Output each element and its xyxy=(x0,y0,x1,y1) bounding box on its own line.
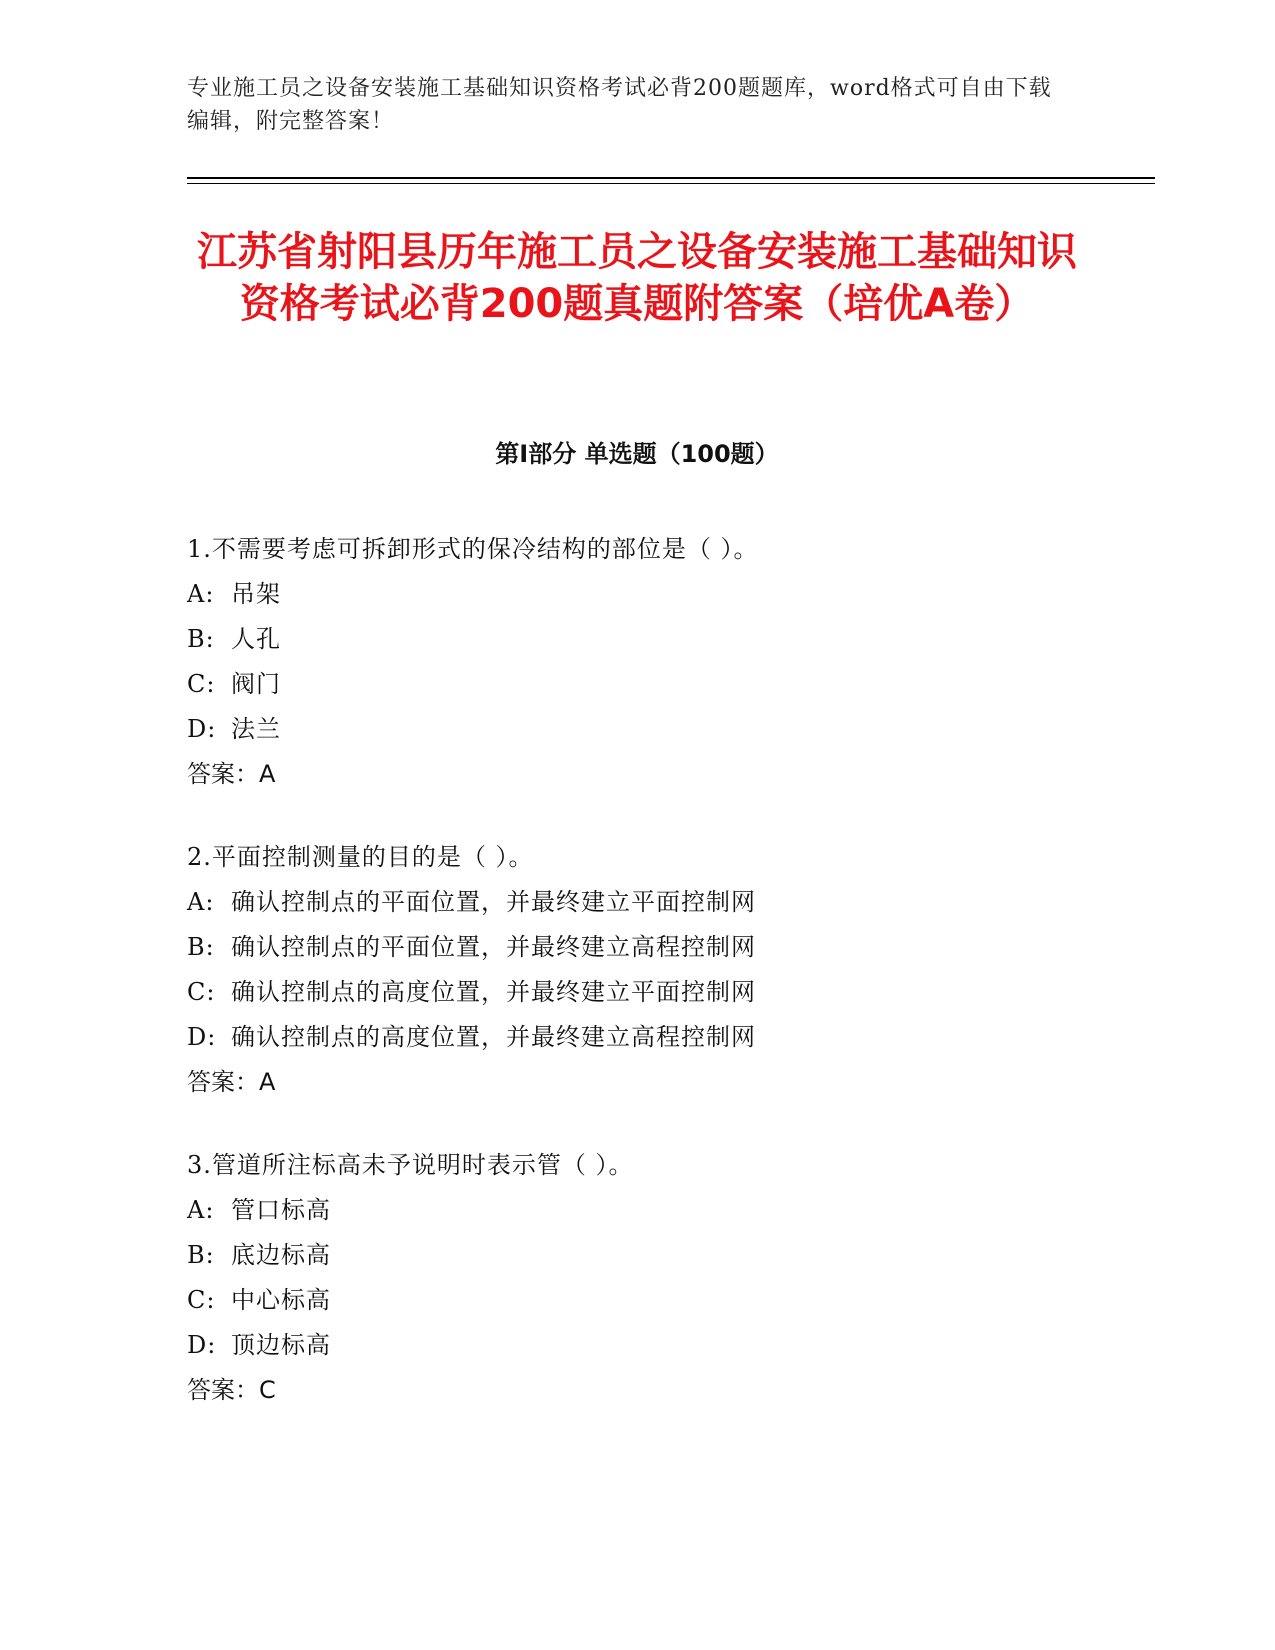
option-d xyxy=(187,707,1127,752)
option-a xyxy=(187,1188,1127,1233)
option-c xyxy=(187,1278,1127,1323)
option-text: 确认控制点的高度位置，并最终建立平面控制网 xyxy=(231,978,756,1006)
option-text: 法兰 xyxy=(231,715,281,743)
option-text: 底边标高 xyxy=(231,1241,331,1269)
option-letter: A: xyxy=(187,1196,215,1224)
option-letter: B: xyxy=(187,1241,215,1269)
option-letter: B: xyxy=(187,625,215,653)
option-letter: C: xyxy=(187,1286,216,1314)
option-letter: C: xyxy=(187,670,216,698)
question-stem: 2.平面控制测量的目的是（ ）。 xyxy=(187,843,534,871)
option-letter: D: xyxy=(187,715,217,743)
question-stem: 1.不需要考虑可拆卸形式的保冷结构的部位是（ ）。 xyxy=(187,535,759,563)
option-text: 中心标高 xyxy=(231,1286,331,1314)
question-1 xyxy=(187,527,1127,797)
header-note: 专业施工员之设备安装施工基础知识资格考试必背200题题库，word格式可自由下载编辑，附完整答案！ xyxy=(187,76,1052,134)
option-text: 确认控制点的平面位置，并最终建立高程控制网 xyxy=(231,933,756,961)
header-divider-thin xyxy=(187,183,1155,184)
option-c xyxy=(187,970,1127,1015)
option-a xyxy=(187,572,1127,617)
document-title: 江苏省射阳县历年施工员之设备安装施工基础知识资格考试必背200题真题附答案（培优A卷） xyxy=(197,229,1077,327)
option-text: 确认控制点的平面位置，并最终建立平面控制网 xyxy=(231,888,756,916)
option-a xyxy=(187,880,1127,925)
option-d xyxy=(187,1015,1127,1060)
option-letter: D: xyxy=(187,1023,217,1051)
question-stem: 3.管道所注标高未予说明时表示管（ ）。 xyxy=(187,1151,634,1179)
option-b xyxy=(187,617,1127,662)
option-b xyxy=(187,1233,1127,1278)
option-letter: A: xyxy=(187,888,215,916)
option-text: 顶边标高 xyxy=(231,1331,331,1359)
question-3 xyxy=(187,1143,1127,1413)
question-list xyxy=(187,527,1127,1451)
option-text: 确认控制点的高度位置，并最终建立高程控制网 xyxy=(231,1023,756,1051)
answer: 答案：C xyxy=(187,1376,276,1404)
option-d xyxy=(187,1323,1127,1368)
answer: 答案：A xyxy=(187,1068,276,1096)
option-c xyxy=(187,662,1127,707)
option-letter: B: xyxy=(187,933,215,961)
option-b xyxy=(187,925,1127,970)
option-letter: C: xyxy=(187,978,216,1006)
option-letter: D: xyxy=(187,1331,217,1359)
option-letter: A: xyxy=(187,580,215,608)
section-heading: 第I部分 单选题（100题） xyxy=(495,440,779,468)
option-text: 吊架 xyxy=(231,580,281,608)
header-divider-thick xyxy=(187,177,1155,179)
question-2 xyxy=(187,835,1127,1105)
option-text: 人孔 xyxy=(231,625,281,653)
option-text: 阀门 xyxy=(231,670,281,698)
option-text: 管口标高 xyxy=(231,1196,331,1224)
answer: 答案：A xyxy=(187,760,276,788)
